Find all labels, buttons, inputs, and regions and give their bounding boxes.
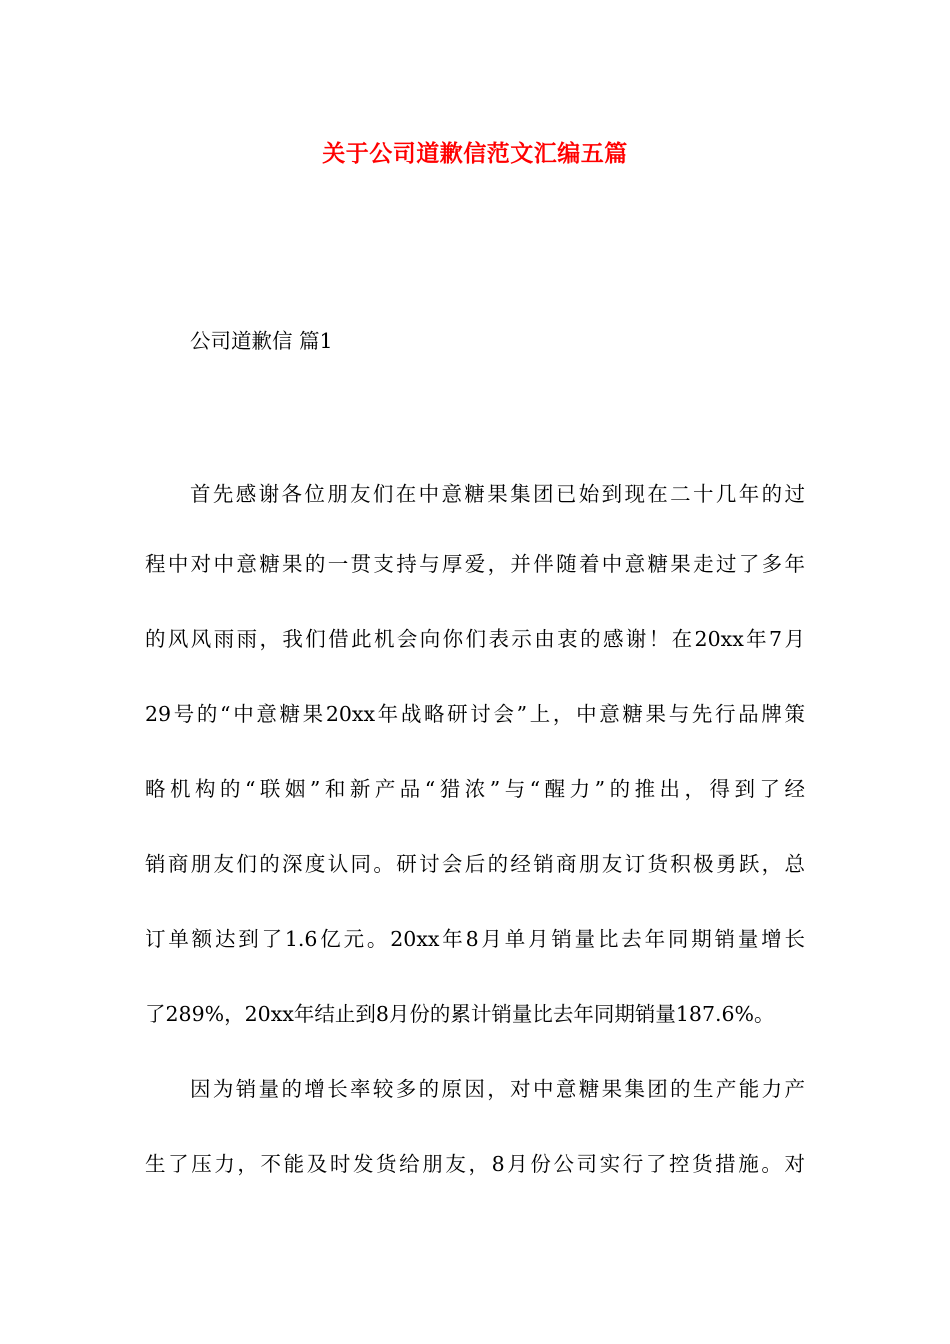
paragraph-2-line-2: 生了压力，不能及时发货给朋友，8月份公司实行了控货措施。对 bbox=[145, 1152, 805, 1176]
paragraph-1-line-8: 了289%，20xx年结止到8月份的累计销量比去年同期销量187.6%。 bbox=[145, 1002, 775, 1026]
paragraph-1-line-6: 销商朋友们的深度认同。研讨会后的经销商朋友订货积极勇跃，总 bbox=[145, 852, 805, 876]
paragraph-1-line-3: 的风风雨雨，我们借此机会向你们表示由衷的感谢！在20xx年7月 bbox=[145, 627, 805, 651]
paragraph-1-line-2: 程中对中意糖果的一贯支持与厚爱，并伴随着中意糖果走过了多年 bbox=[145, 552, 805, 576]
document-title: 关于公司道歉信范文汇编五篇 bbox=[322, 141, 628, 167]
section-heading: 公司道歉信 篇1 bbox=[190, 329, 333, 353]
paragraph-2-line-1: 因为销量的增长率较多的原因，对中意糖果集团的生产能力产 bbox=[190, 1077, 805, 1101]
paragraph-1-line-1: 首先感谢各位朋友们在中意糖果集团已始到现在二十几年的过 bbox=[190, 482, 805, 506]
paragraph-1-line-7: 订单额达到了1.6亿元。20xx年8月单月销量比去年同期销量增长 bbox=[145, 927, 805, 951]
paragraph-1-line-4: 29号的“中意糖果20xx年战略研讨会”上，中意糖果与先行品牌策 bbox=[145, 702, 805, 726]
paragraph-1-line-5: 略机构的“联姻”和新产品“猎浓”与“醒力”的推出，得到了经 bbox=[145, 777, 805, 801]
